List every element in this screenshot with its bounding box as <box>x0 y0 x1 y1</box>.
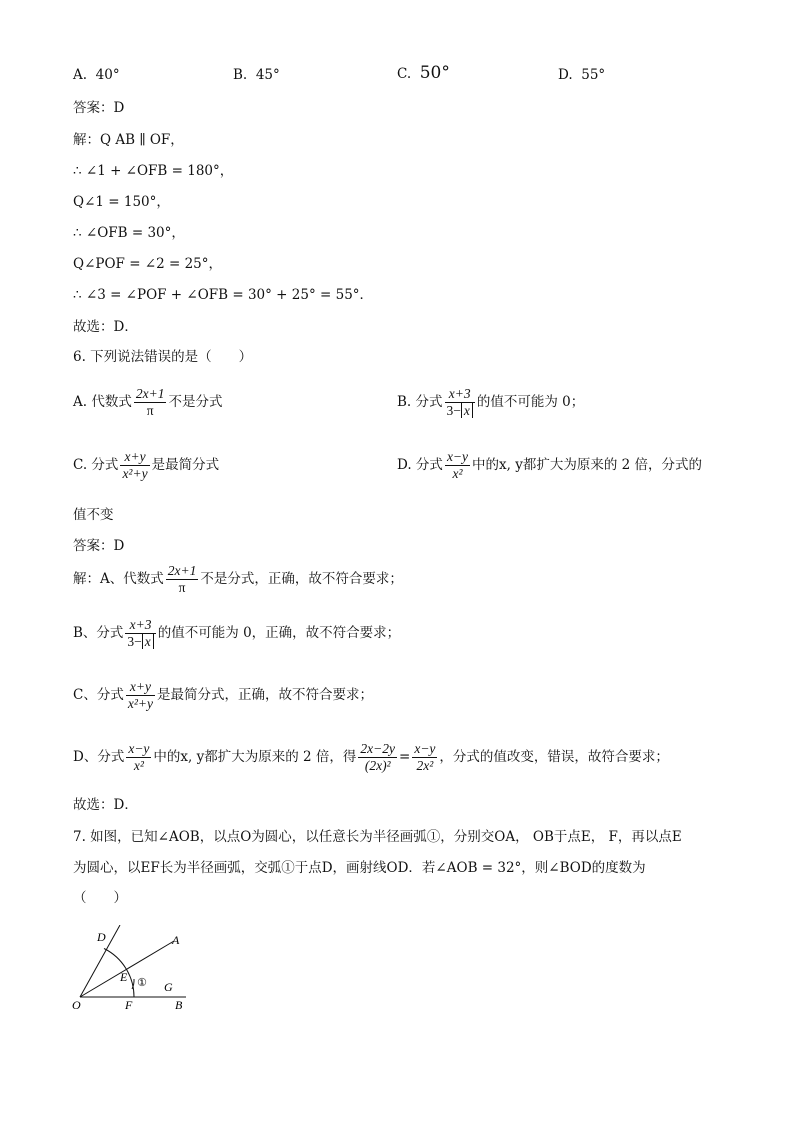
q5-solution-line: ∴ ∠OFB = 30°， <box>73 225 185 241</box>
q7-stem-line2: 为圆心，以EF长为半径画弧，交弧①于点D，画射线OD．若∠AOB = 32°，则∠BOD的度数为 <box>73 860 646 876</box>
q5-answer: 答案：D <box>73 100 125 116</box>
solution-suffix: ，分式的值改变，错误，故符合要求； <box>439 749 669 765</box>
q5-conclusion: 故选：D． <box>73 319 138 335</box>
q5-solution-line: ∴ ∠3 = ∠POF + ∠OFB = 30° + 25° = 55°． <box>73 287 374 303</box>
q7-stem-line3: （ ） <box>73 890 127 906</box>
option-letter: C. <box>397 66 412 82</box>
q6-option-c <box>73 449 219 482</box>
denominator-part: 3− <box>127 634 142 649</box>
q6-option-b <box>397 386 584 419</box>
q5-solution-line: 解：Q AB ∥ OF， <box>73 132 184 148</box>
absolute-value: x <box>461 403 473 418</box>
fraction <box>445 449 470 482</box>
fraction <box>166 563 199 596</box>
solution-prefix: D、分式 <box>73 749 125 765</box>
q6-conclusion: 故选：D． <box>73 797 138 813</box>
label-e: E <box>120 970 128 984</box>
solution-prefix: C、分式 <box>73 687 124 703</box>
option-letter: D. <box>558 67 573 83</box>
label-b: B <box>175 998 183 1012</box>
absolute-value: x <box>142 634 154 649</box>
option-text: 40° <box>95 67 120 83</box>
numerator: x−y <box>414 741 436 756</box>
q6-solution-a <box>73 563 403 596</box>
denominator: π <box>178 580 186 595</box>
numerator: 2x+1 <box>135 386 165 401</box>
denominator: π <box>146 403 154 418</box>
numerator: x+y <box>126 679 155 696</box>
solution-suffix: 是最简分式，正确，故不符合要求； <box>157 687 373 703</box>
numerator: 2x+1 <box>167 563 197 578</box>
option-prefix: C. 分式 <box>73 457 119 473</box>
equals-sign: = <box>399 749 411 765</box>
arc-one <box>104 949 134 998</box>
q5-solution-line: ∴ ∠1 + ∠OFB = 180°， <box>73 163 234 179</box>
option-suffix: 中的x, y都扩大为原来的 2 倍，分式的 <box>472 457 703 473</box>
denominator: x² <box>133 758 144 773</box>
numerator: x−y <box>128 741 150 756</box>
q6-option-a <box>73 386 222 419</box>
q6-answer: 答案：D <box>73 538 125 554</box>
q6-stem: 6. 下列说法错误的是（ ） <box>73 349 253 365</box>
denominator-part: 3− <box>446 403 461 418</box>
q5-option-b <box>233 66 280 84</box>
fraction <box>412 741 437 774</box>
denominator: x² <box>452 466 463 481</box>
denominator: x²+y <box>127 696 153 711</box>
denominator: 2x² <box>416 758 434 773</box>
numerator: x+3 <box>445 386 475 403</box>
solution-middle: 中的x, y都扩大为原来的 2 倍，得 <box>153 749 357 765</box>
fraction <box>126 741 151 774</box>
fraction <box>126 679 155 712</box>
q6-solution-c <box>73 679 373 712</box>
fraction <box>120 449 149 482</box>
numerator: 2x−2y <box>360 741 396 756</box>
fraction <box>125 617 155 650</box>
fraction <box>358 741 397 774</box>
q5-option-a <box>73 66 120 84</box>
option-prefix: D. 分式 <box>397 457 443 473</box>
q5-option-c <box>397 64 450 83</box>
denominator: (2x)² <box>364 758 391 773</box>
solution-suffix: 的值不可能为 0，正确，故不符合要求； <box>157 625 401 641</box>
q6-option-d-continuation: 值不变 <box>73 507 114 523</box>
q6-solution-b <box>73 617 400 650</box>
q5-option-d <box>558 66 605 84</box>
label-d: D <box>97 930 106 944</box>
solution-prefix: B、分式 <box>73 625 124 641</box>
option-text: 45° <box>255 67 280 83</box>
label-o: O <box>72 998 81 1012</box>
q5-solution-line: Q∠POF = ∠2 = 25°， <box>73 256 223 272</box>
option-prefix: B. 分式 <box>397 394 443 410</box>
q5-solution-line: Q∠1 = 150°， <box>73 194 170 210</box>
q7-figure <box>68 925 198 1015</box>
numerator: x−y <box>446 449 469 464</box>
solution-suffix: 不是分式，正确，故不符合要求； <box>200 571 403 587</box>
option-text: 50° <box>419 63 450 83</box>
q7-stem-line1: 7. 如图，已知∠AOB，以点O为圆心，以任意长为半径画弧①，分别交OA， OB于点E， F，再以点E <box>73 829 682 845</box>
numerator: x+y <box>120 449 149 466</box>
option-suffix: 的值不可能为 0； <box>476 394 585 410</box>
label-a: A <box>172 933 180 947</box>
ray-oa <box>80 941 174 997</box>
q6-solution-d <box>73 741 669 774</box>
solution-prefix: 解：A、代数式 <box>73 571 164 587</box>
denominator: x²+y <box>122 466 148 481</box>
option-suffix: 不是分式 <box>168 394 223 410</box>
label-f: F <box>125 998 133 1012</box>
q6-option-d <box>397 449 702 482</box>
option-text: 55° <box>581 67 606 83</box>
fraction <box>445 386 475 419</box>
option-prefix: A. 代数式 <box>73 394 132 410</box>
label-g: G <box>164 980 173 994</box>
label-arc-one: ① <box>137 976 147 989</box>
numerator: x+3 <box>125 617 155 634</box>
option-letter: B. <box>233 67 248 83</box>
fraction <box>134 386 167 419</box>
option-suffix: 是最简分式 <box>151 457 220 473</box>
option-letter: A. <box>73 67 88 83</box>
